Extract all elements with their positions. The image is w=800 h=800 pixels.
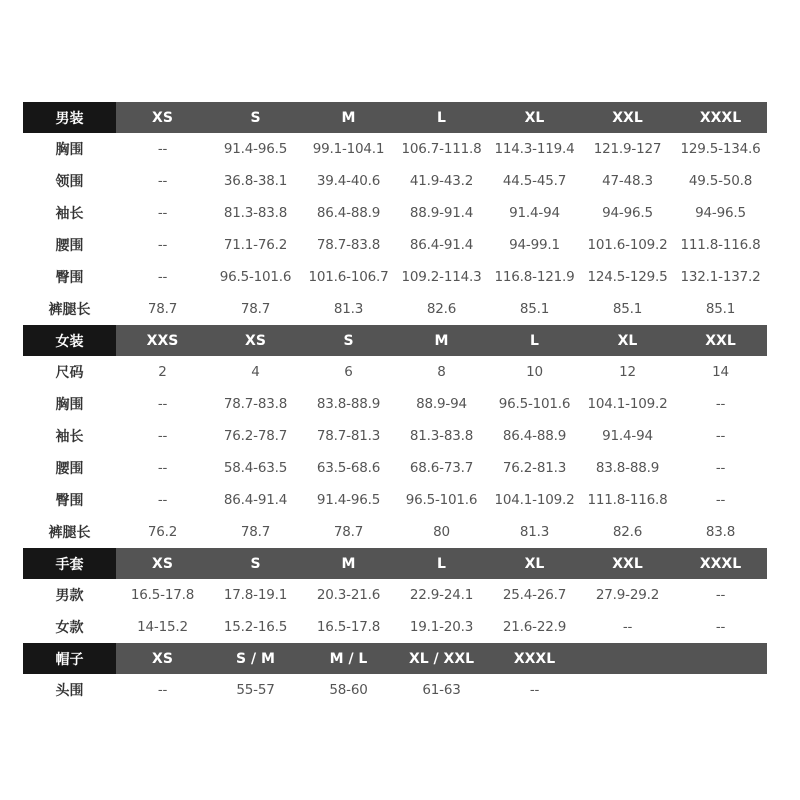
- size-column-header: S: [250, 555, 261, 572]
- measurement-label: 臀围: [55, 493, 84, 509]
- measurement-value: 101.6-109.2: [587, 237, 668, 253]
- measurement-row: [23, 516, 767, 548]
- measurement-value: --: [622, 619, 633, 635]
- measurement-value: [674, 674, 767, 706]
- measurement-row: [23, 388, 767, 420]
- measurement-value: 101.6-106.7: [308, 269, 389, 285]
- measurement-value: 85.1: [612, 301, 643, 317]
- measurement-value: 58-60: [329, 682, 368, 698]
- measurement-value: --: [715, 396, 726, 412]
- measurement-value: 96.5-101.6: [219, 269, 292, 285]
- measurement-value: 121.9-127: [593, 141, 662, 157]
- measurement-label: 臀围: [55, 270, 84, 286]
- measurement-value: 81.3: [519, 524, 550, 540]
- section-header-row: [23, 643, 767, 674]
- measurement-value: --: [157, 237, 168, 253]
- size-column-header: XS: [152, 650, 173, 667]
- measurement-value: --: [157, 460, 168, 476]
- measurement-value: --: [157, 428, 168, 444]
- size-column-header: L: [437, 109, 446, 126]
- measurement-value: 99.1-104.1: [312, 141, 385, 157]
- measurement-value: --: [715, 460, 726, 476]
- measurement-value: 104.1-109.2: [494, 492, 575, 508]
- size-section: [23, 548, 767, 643]
- measurement-label: 腰围: [55, 461, 84, 477]
- measurement-row: [23, 420, 767, 452]
- measurement-value: 86.4-88.9: [502, 428, 567, 444]
- size-column-header: S: [343, 332, 354, 349]
- measurement-value: 76.2-81.3: [502, 460, 567, 476]
- measurement-value: 111.8-116.8: [680, 237, 761, 253]
- measurement-value: --: [715, 587, 726, 603]
- measurement-value: 36.8-38.1: [223, 173, 288, 189]
- measurement-value: 44.5-45.7: [502, 173, 567, 189]
- measurement-value: 12: [619, 364, 636, 380]
- section-title: 帽子: [23, 643, 116, 674]
- measurement-value: --: [715, 619, 726, 635]
- measurement-value: 83.8-88.9: [316, 396, 381, 412]
- measurement-value: 82.6: [612, 524, 643, 540]
- measurement-row: [23, 452, 767, 484]
- measurement-row: [23, 229, 767, 261]
- measurement-value: 39.4-40.6: [316, 173, 381, 189]
- measurement-label: 裤腿长: [48, 525, 91, 541]
- size-column-header: L: [530, 332, 539, 349]
- measurement-value: 111.8-116.8: [587, 492, 668, 508]
- measurement-value: 80: [433, 524, 450, 540]
- measurement-value: 96.5-101.6: [405, 492, 478, 508]
- measurement-row: [23, 293, 767, 325]
- measurement-value: 94-96.5: [695, 205, 746, 221]
- measurement-value: --: [715, 428, 726, 444]
- measurement-value: 86.4-91.4: [409, 237, 474, 253]
- measurement-value: 85.1: [519, 301, 550, 317]
- measurement-value: 116.8-121.9: [494, 269, 575, 285]
- measurement-value: 94-99.1: [509, 237, 560, 253]
- measurement-value: --: [157, 141, 168, 157]
- measurement-value: 15.2-16.5: [223, 619, 288, 635]
- measurement-value: 78.7-81.3: [316, 428, 381, 444]
- measurement-value: 71.1-76.2: [223, 237, 288, 253]
- measurement-value: 85.1: [705, 301, 736, 317]
- size-column-header: XXL: [612, 109, 643, 126]
- size-column-header: S / M: [236, 650, 275, 667]
- size-column-header: XL: [524, 555, 545, 572]
- measurement-value: 88.9-91.4: [409, 205, 474, 221]
- measurement-value: 91.4-96.5: [316, 492, 381, 508]
- section-title: 女装: [23, 325, 116, 356]
- size-column-header: XXS: [146, 332, 179, 349]
- measurement-label: 尺码: [55, 365, 84, 381]
- measurement-value: 21.6-22.9: [502, 619, 567, 635]
- size-column-header: M: [341, 109, 356, 126]
- measurement-value: --: [157, 396, 168, 412]
- measurement-value: 25.4-26.7: [502, 587, 567, 603]
- measurement-value: 16.5-17.8: [130, 587, 195, 603]
- measurement-value: 76.2: [147, 524, 178, 540]
- measurement-value: 49.5-50.8: [688, 173, 753, 189]
- measurement-label: 袖长: [55, 429, 84, 445]
- measurement-value: 55-57: [236, 682, 275, 698]
- measurement-value: 27.9-29.2: [595, 587, 660, 603]
- measurement-label: 袖长: [55, 206, 84, 222]
- measurement-value: --: [715, 492, 726, 508]
- section-header-row: [23, 325, 767, 356]
- size-section: [23, 325, 767, 548]
- measurement-value: 61-63: [422, 682, 461, 698]
- measurement-row: [23, 611, 767, 643]
- measurement-value: 78.7: [147, 301, 178, 317]
- size-column-header: XL / XXL: [408, 650, 475, 667]
- measurement-row: [23, 261, 767, 293]
- measurement-row: [23, 484, 767, 516]
- size-column-header: [581, 643, 674, 674]
- size-column-header: M / L: [329, 650, 368, 667]
- size-column-header: XS: [152, 109, 173, 126]
- measurement-value: 91.4-94: [602, 428, 653, 444]
- size-column-header: XXXL: [513, 650, 556, 667]
- measurement-value: 129.5-134.6: [680, 141, 761, 157]
- measurement-value: --: [157, 492, 168, 508]
- measurement-label: 头围: [55, 683, 84, 699]
- measurement-value: 124.5-129.5: [587, 269, 668, 285]
- measurement-value: 81.3-83.8: [223, 205, 288, 221]
- measurement-value: --: [529, 682, 540, 698]
- section-title: 手套: [23, 548, 116, 579]
- section-header-row: [23, 102, 767, 133]
- measurement-value: 83.8: [705, 524, 736, 540]
- size-column-header: XXL: [705, 332, 736, 349]
- measurement-value: 68.6-73.7: [409, 460, 474, 476]
- size-column-header: XS: [152, 555, 173, 572]
- measurement-label: 女款: [55, 620, 84, 636]
- measurement-value: 16.5-17.8: [316, 619, 381, 635]
- measurement-value: 78.7: [240, 524, 271, 540]
- measurement-value: 91.4-96.5: [223, 141, 288, 157]
- measurement-value: 14: [712, 364, 729, 380]
- measurement-value: 86.4-88.9: [316, 205, 381, 221]
- measurement-value: 78.7-83.8: [316, 237, 381, 253]
- measurement-row: [23, 133, 767, 165]
- measurement-value: 81.3-83.8: [409, 428, 474, 444]
- measurement-value: 47-48.3: [602, 173, 653, 189]
- measurement-label: 腰围: [55, 238, 84, 254]
- measurement-value: 63.5-68.6: [316, 460, 381, 476]
- measurement-value: 96.5-101.6: [498, 396, 571, 412]
- measurement-value: 114.3-119.4: [494, 141, 575, 157]
- measurement-value: 19.1-20.3: [409, 619, 474, 635]
- measurement-value: 76.2-78.7: [223, 428, 288, 444]
- measurement-value: 6: [344, 364, 353, 380]
- measurement-label: 男款: [55, 588, 84, 604]
- measurement-row: [23, 356, 767, 388]
- measurement-value: 14-15.2: [137, 619, 188, 635]
- measurement-label: 领围: [55, 174, 84, 190]
- measurement-value: 58.4-63.5: [223, 460, 288, 476]
- measurement-value: --: [157, 269, 168, 285]
- measurement-value: 104.1-109.2: [587, 396, 668, 412]
- size-column-header: S: [250, 109, 261, 126]
- measurement-value: 88.9-94: [416, 396, 467, 412]
- size-section: [23, 643, 767, 706]
- measurement-value: [581, 674, 674, 706]
- measurement-value: 8: [437, 364, 446, 380]
- measurement-value: 20.3-21.6: [316, 587, 381, 603]
- section-title: 男装: [23, 102, 116, 133]
- size-column-header: M: [434, 332, 449, 349]
- measurement-value: 91.4-94: [509, 205, 560, 221]
- measurement-value: 81.3: [333, 301, 364, 317]
- measurement-value: 41.9-43.2: [409, 173, 474, 189]
- measurement-row: [23, 579, 767, 611]
- measurement-label: 胸围: [55, 142, 84, 158]
- measurement-value: 78.7: [333, 524, 364, 540]
- measurement-value: 78.7-83.8: [223, 396, 288, 412]
- size-column-header: XL: [524, 109, 545, 126]
- measurement-label: 裤腿长: [48, 302, 91, 318]
- measurement-value: 83.8-88.9: [595, 460, 660, 476]
- size-chart: [23, 102, 767, 706]
- measurement-value: 17.8-19.1: [223, 587, 288, 603]
- measurement-value: --: [157, 205, 168, 221]
- section-header-row: [23, 548, 767, 579]
- measurement-value: 10: [526, 364, 543, 380]
- size-column-header: [674, 643, 767, 674]
- size-column-header: XS: [245, 332, 266, 349]
- size-column-header: XL: [617, 332, 638, 349]
- size-column-header: XXXL: [699, 555, 742, 572]
- measurement-label: 胸围: [55, 397, 84, 413]
- measurement-row: [23, 165, 767, 197]
- measurement-value: --: [157, 173, 168, 189]
- measurement-value: 4: [251, 364, 260, 380]
- size-column-header: L: [437, 555, 446, 572]
- measurement-value: 106.7-111.8: [401, 141, 482, 157]
- measurement-value: 132.1-137.2: [680, 269, 761, 285]
- size-column-header: XXXL: [699, 109, 742, 126]
- measurement-value: 94-96.5: [602, 205, 653, 221]
- measurement-value: 78.7: [240, 301, 271, 317]
- measurement-value: 82.6: [426, 301, 457, 317]
- size-column-header: M: [341, 555, 356, 572]
- measurement-value: 86.4-91.4: [223, 492, 288, 508]
- measurement-value: 22.9-24.1: [409, 587, 474, 603]
- measurement-row: [23, 674, 767, 706]
- size-column-header: XXL: [612, 555, 643, 572]
- measurement-value: --: [157, 682, 168, 698]
- size-section: [23, 102, 767, 325]
- measurement-value: 2: [158, 364, 167, 380]
- measurement-row: [23, 197, 767, 229]
- measurement-value: 109.2-114.3: [401, 269, 482, 285]
